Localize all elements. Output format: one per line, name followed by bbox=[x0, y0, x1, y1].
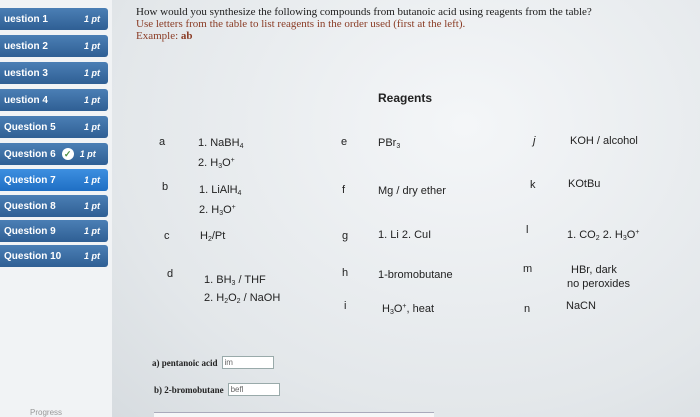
reagent-e: PBr$_3$ bbox=[378, 137, 401, 150]
sidebar-item-label: uestion 4 bbox=[4, 94, 48, 106]
reagent-letter-g: g bbox=[342, 230, 349, 242]
answer-input-a[interactable]: im bbox=[222, 356, 274, 369]
reagent-d: 1. $BH_3$ / THF 2. $H_2O_2$ / NaOH bbox=[204, 274, 281, 305]
reagent-letter-d: d bbox=[167, 268, 174, 280]
reagents-title: Reagents bbox=[378, 91, 433, 105]
points-label: 1 pt bbox=[83, 68, 100, 78]
sidebar-item-label: uestion 1 bbox=[4, 13, 48, 25]
sidebar-item-question-5[interactable] bbox=[0, 116, 108, 138]
answer-row-a bbox=[152, 356, 274, 369]
reagent-letter-e: e bbox=[341, 136, 348, 148]
progress-label: Progress bbox=[30, 408, 63, 417]
sidebar-item-question-1[interactable] bbox=[0, 8, 108, 30]
reagent-f: Mg / dry ether bbox=[378, 185, 446, 197]
sidebar-item-label: uestion 2 bbox=[4, 40, 48, 52]
points-label: 1 pt bbox=[79, 149, 96, 159]
reagent-letter-f: f bbox=[342, 184, 346, 196]
reagent-letter-k: k bbox=[530, 179, 536, 191]
reagent-letter-h: h bbox=[342, 267, 349, 279]
reagent-letter-i: i bbox=[344, 300, 347, 312]
sidebar-item-question-6[interactable] bbox=[0, 143, 108, 165]
reagent-a: 1. NaBH$_4$ 2. $H_3O^+$ bbox=[198, 137, 244, 170]
sidebar-item-question-8[interactable] bbox=[0, 195, 108, 217]
reagent-h: 1-bromobutane bbox=[378, 269, 453, 281]
answer-input-b[interactable]: befl bbox=[228, 383, 280, 396]
bottom-input-edge bbox=[154, 412, 434, 417]
reagent-letter-b: b bbox=[162, 181, 169, 193]
example-value: ab bbox=[180, 30, 193, 42]
reagent-j: KOH / alcohol bbox=[570, 135, 638, 147]
reagent-g: 1. Li 2. CuI bbox=[378, 229, 432, 241]
sidebar-item-label: Question 6 bbox=[4, 148, 56, 160]
question-sidebar bbox=[0, 0, 112, 417]
answer-label: b) 2-bromobutane bbox=[154, 384, 224, 395]
answer-row-b bbox=[154, 383, 280, 396]
reagent-c: $H_2/Pt$ bbox=[200, 230, 226, 243]
check-icon: ✓ bbox=[62, 148, 74, 160]
points-label: 1 pt bbox=[83, 41, 100, 51]
reagent-b: 1. LiAlH$_4$ 2. $H_3O^+$ bbox=[199, 184, 242, 217]
points-label: 1 pt bbox=[83, 226, 100, 236]
reagent-i: $H_3O^+$, heat bbox=[382, 303, 435, 316]
sidebar-item-label: Question 9 bbox=[4, 225, 56, 237]
reagent-letter-m: m bbox=[523, 263, 533, 275]
example-line bbox=[136, 30, 656, 42]
instruction-text: Use letters from the table to list reagents in the order used (first at the left). bbox=[136, 18, 466, 30]
reagent-letter-l: l bbox=[526, 224, 529, 236]
sidebar-item-label: Question 10 bbox=[4, 250, 62, 262]
reagent-letter-j: j bbox=[533, 135, 536, 147]
points-label: 1 pt bbox=[83, 201, 100, 211]
question-prompt bbox=[136, 6, 656, 42]
points-label: 1 pt bbox=[83, 175, 100, 185]
points-label: 1 pt bbox=[83, 14, 100, 24]
sidebar-item-question-10[interactable] bbox=[0, 245, 108, 267]
sidebar-item-label: uestion 3 bbox=[4, 67, 48, 79]
reagent-n: NaCN bbox=[566, 300, 596, 312]
reagent-l: 1. $CO_2$ 2. $H_3O^+$ bbox=[567, 229, 640, 242]
sidebar-item-question-2[interactable] bbox=[0, 35, 108, 57]
points-label: 1 pt bbox=[83, 95, 100, 105]
example-label: Example: bbox=[136, 30, 179, 42]
question-text: How would you synthesize the following compounds from butanoic acid using reagents from the table? bbox=[136, 6, 592, 18]
reagent-m: HBr, dark no peroxides bbox=[567, 264, 630, 290]
reagent-k: KOtBu bbox=[568, 178, 601, 190]
sidebar-item-label: Question 5 bbox=[4, 121, 56, 133]
sidebar-item-question-4[interactable] bbox=[0, 89, 108, 111]
sidebar-item-question-9[interactable] bbox=[0, 220, 108, 242]
points-label: 1 pt bbox=[83, 122, 100, 132]
sidebar-item-label: Question 8 bbox=[4, 200, 56, 212]
sidebar-item-label: Question 7 bbox=[4, 174, 56, 186]
reagent-letter-c: c bbox=[164, 230, 170, 242]
sidebar-item-question-3[interactable] bbox=[0, 62, 108, 84]
sidebar-item-question-7[interactable] bbox=[0, 169, 108, 191]
answer-label: a) pentanoic acid bbox=[152, 357, 218, 368]
reagent-letter-n: n bbox=[524, 303, 531, 315]
points-label: 1 pt bbox=[83, 251, 100, 261]
reagent-letter-a: a bbox=[159, 136, 166, 148]
question-panel bbox=[112, 0, 700, 417]
